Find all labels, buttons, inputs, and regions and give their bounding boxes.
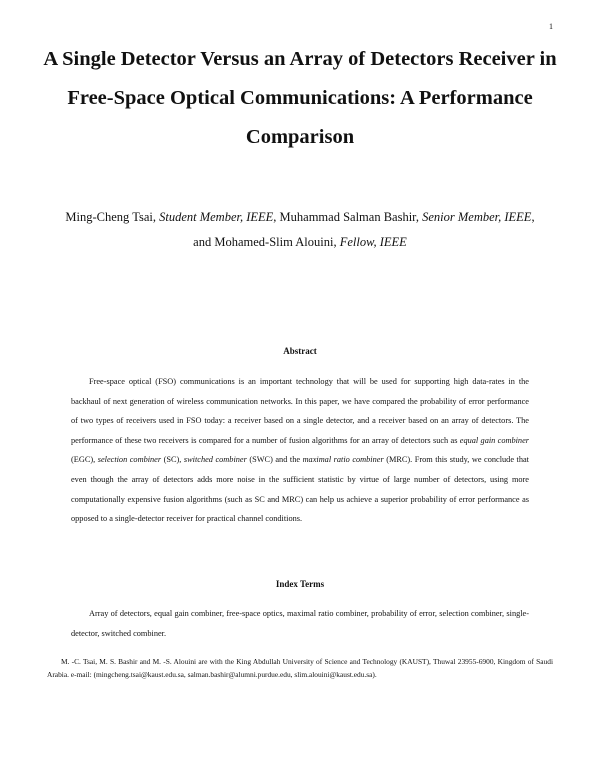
author-line-1 (20, 205, 580, 230)
index-terms-heading: Index Terms (275, 579, 325, 589)
index-terms-text: Array of detectors, equal gain combiner, free-space optics, maximal ratio combiner, probability of error, selection combiner, single-detector, switched combiner. (71, 609, 529, 638)
abstract-text (71, 372, 529, 529)
author-block (20, 205, 580, 254)
author-1-name: Ming-Cheng Tsai, (65, 210, 160, 224)
abstract-heading: Abstract (283, 346, 317, 356)
abstract-term-egc: equal gain combiner (459, 435, 529, 445)
abstract-part-1: Free-space optical (FSO) communications is an important technology that will be used for supporting high data-rates in the backhaul of next generation of wireless communication networks. In this paper, we have compared the probability of error performance of two types of receivers used in FSO today: a receiver based on a single detector, and a receiver based on an array of detectors. The performance of these two receivers is compared for a number of fusion algorithms for an array of detectors such as (71, 377, 529, 445)
page-number: 1 (549, 22, 553, 31)
author-line-2 (20, 230, 580, 255)
author-2-role: Senior Member, IEEE (422, 210, 532, 224)
abstract-term-sc: selection combiner (97, 455, 162, 465)
author-separator-2: , (531, 210, 535, 224)
abstract-part-3: (SC), (161, 455, 184, 465)
author-separator-1: , Muhammad Salman Bashir, (273, 210, 423, 224)
author-3-name: and Mohamed-Slim Alouini, (193, 234, 340, 249)
abstract-term-swc: switched combiner (183, 455, 247, 465)
paper-title: A Single Detector Versus an Array of Detectors Receiver in Free-Space Optical Communications: A Performance Comparison (43, 48, 557, 148)
abstract-part-2: (EGC), (71, 455, 98, 465)
abstract-part-5: (MRC). From this study, we conclude that even though the array of detectors adds more noise in the sufficient statistic by virtue of large number of detectors, using more computationally expensive fusion algorithms (such as SC and MRC) can help us achieve a superior probability of error performance as opposed to a single-detector receiver for practical channel conditions. (71, 455, 529, 524)
author-3-role: Fellow, IEEE (339, 234, 407, 249)
affiliation-footnote: M. -C. Tsai, M. S. Bashir and M. -S. Alouini are with the King Abdullah University of Science and Technology (KAUST), Thuwal 23955-6900, Kingdom of Saudi Arabia. e-mail: (mingcheng.tsai@kaust.edu.sa, salman.bashir@alumni.purdue.edu, slim.alouini@kaust.edu.sa). (47, 657, 553, 679)
abstract-term-mrc: maximal ratio combiner (302, 455, 384, 465)
author-1-role: Student Member, IEEE (159, 210, 274, 224)
abstract-part-4: (SWC) and the (246, 455, 303, 465)
